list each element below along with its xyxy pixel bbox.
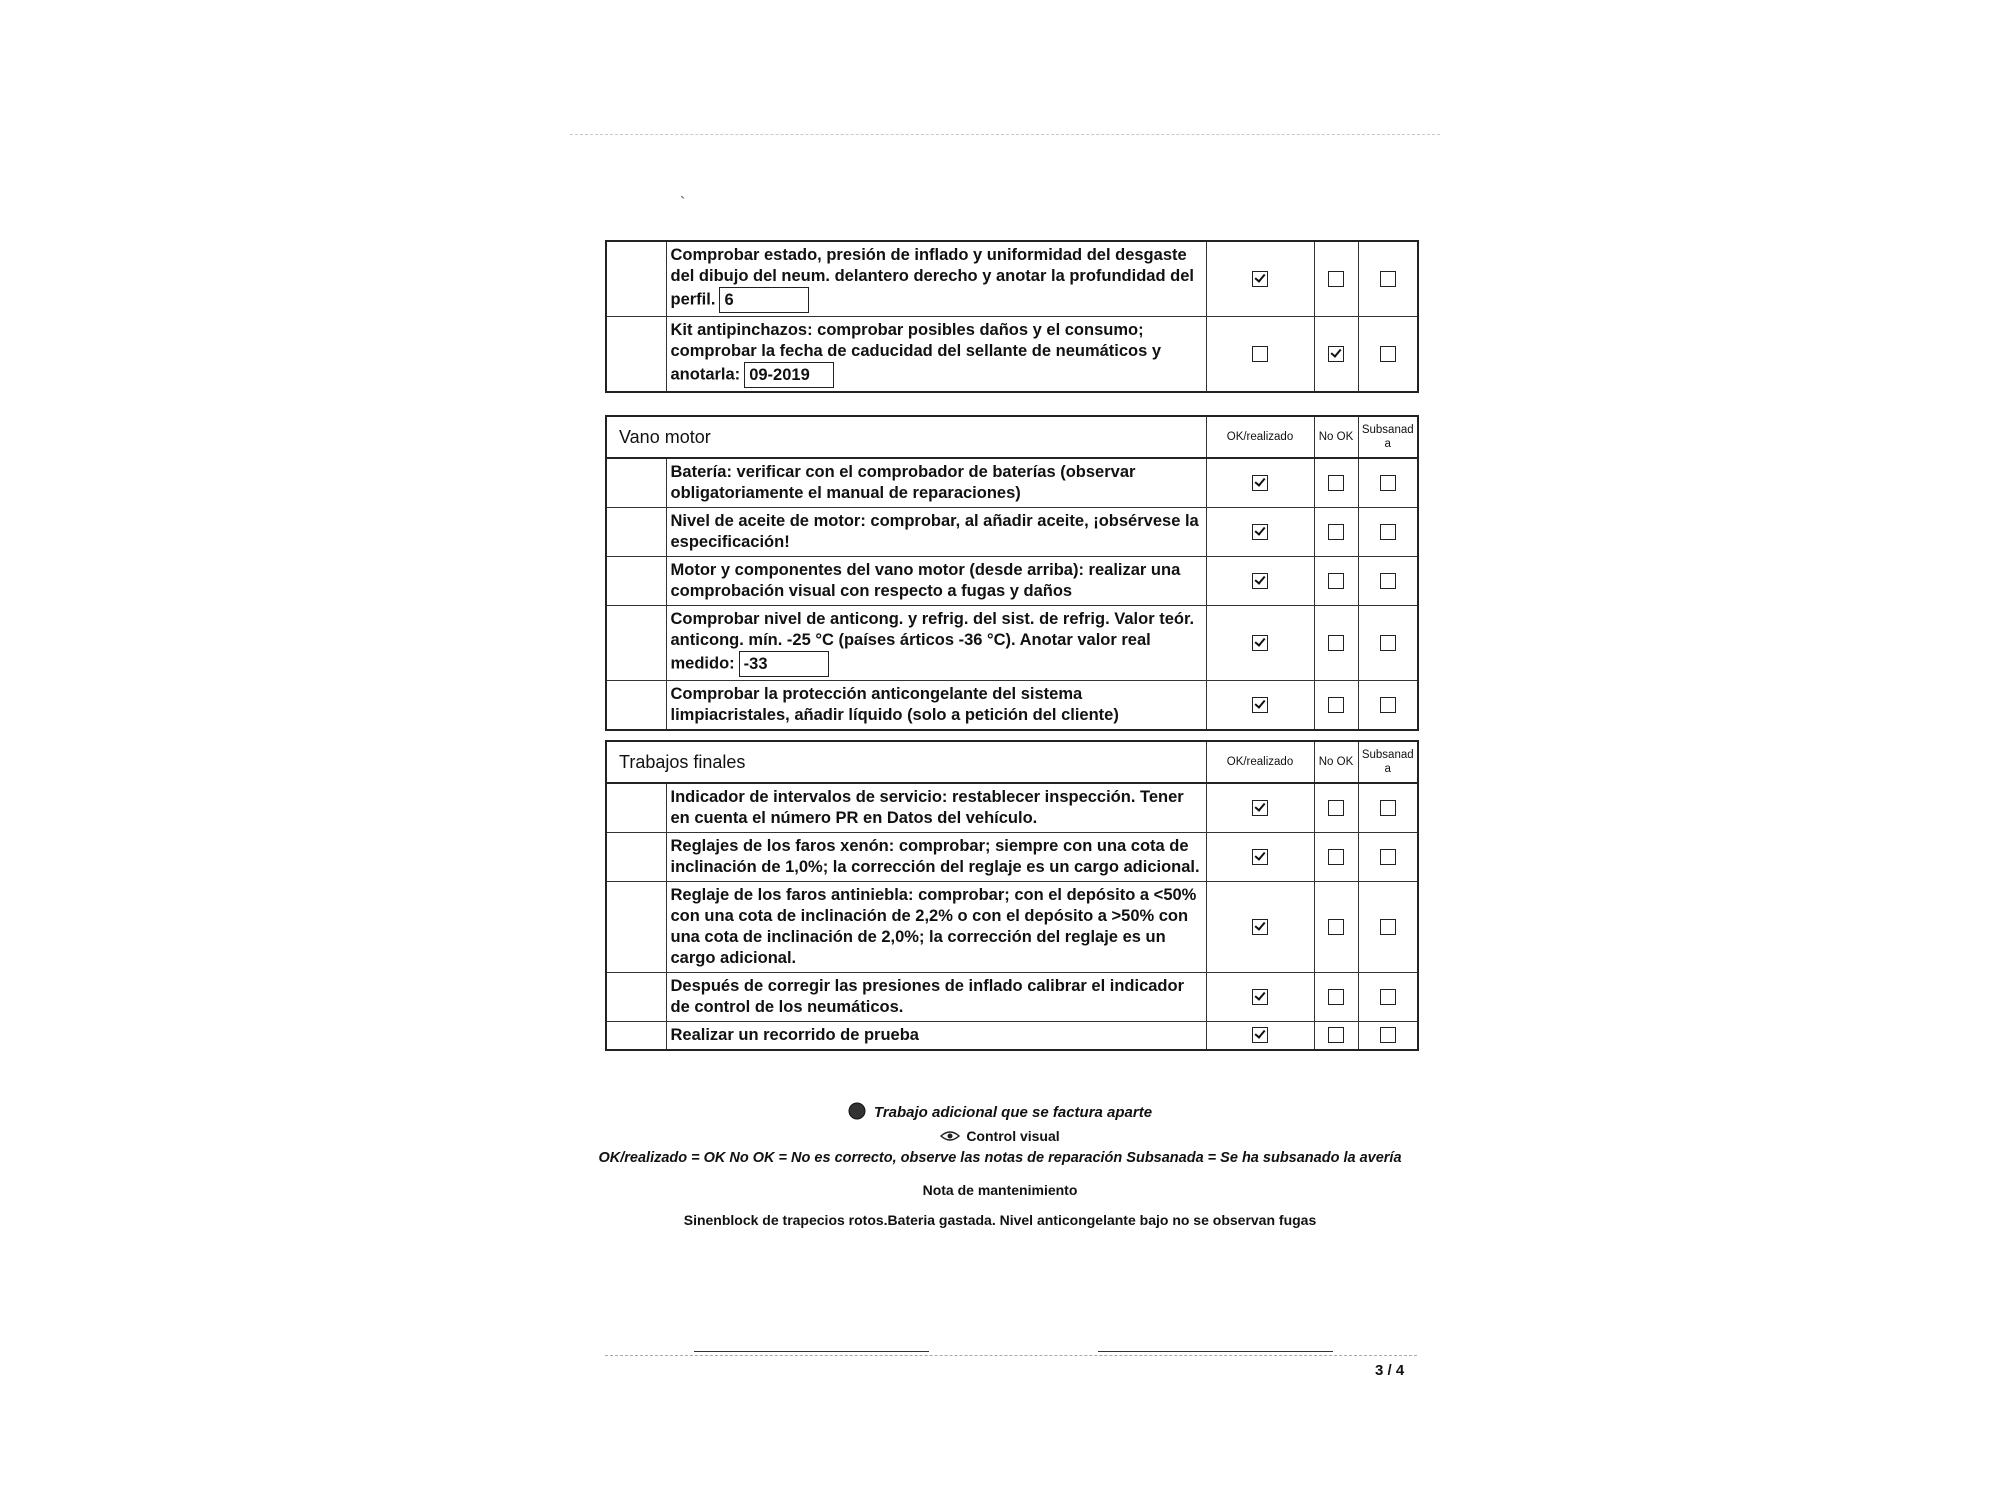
sub-cell	[1358, 833, 1418, 882]
not-ok-checkbox[interactable]	[1328, 1027, 1344, 1043]
not-ok-checkbox[interactable]	[1328, 989, 1344, 1005]
ok-checkbox[interactable]	[1252, 1027, 1268, 1043]
table-row	[606, 973, 1418, 1022]
ok-checkbox[interactable]	[1252, 346, 1268, 362]
sub-cell	[1358, 458, 1418, 508]
not-ok-checkbox[interactable]	[1328, 271, 1344, 287]
subsanada-checkbox[interactable]	[1380, 800, 1396, 816]
signature-line-left	[694, 1351, 929, 1352]
row-description	[666, 241, 1206, 317]
sub-cell	[1358, 973, 1418, 1022]
value-field[interactable]: 6	[719, 287, 809, 313]
ok-checkbox[interactable]	[1252, 271, 1268, 287]
sub-cell	[1358, 606, 1418, 681]
table-row	[606, 508, 1418, 557]
row-description	[666, 833, 1206, 882]
subsanada-checkbox[interactable]	[1380, 635, 1396, 651]
row-text: Motor y componentes del vano motor (desde arriba): realizar una comprobación visual con respecto a fugas y daños	[670, 561, 1181, 600]
footer-rule	[605, 1355, 1417, 1356]
legend-status-key: OK/realizado = OK No OK = No es correcto, observe las notas de reparación Subsanada = Se ha subsanado la avería	[598, 1150, 1402, 1166]
legend-extra-work	[0, 1102, 2000, 1121]
nok-cell	[1314, 833, 1358, 882]
table-row	[606, 606, 1418, 681]
not-ok-checkbox[interactable]	[1328, 697, 1344, 713]
ok-checkbox[interactable]	[1252, 919, 1268, 935]
sub-cell	[1358, 783, 1418, 833]
table-row	[606, 458, 1418, 508]
row-description	[666, 681, 1206, 731]
subsanada-checkbox[interactable]	[1380, 475, 1396, 491]
top-scan-rule	[570, 134, 1440, 135]
final-section-title: Trabajos finales	[606, 741, 1206, 783]
subsanada-checkbox[interactable]	[1380, 989, 1396, 1005]
table-row	[606, 681, 1418, 731]
table-row	[606, 241, 1418, 317]
sub-cell	[1358, 508, 1418, 557]
not-ok-checkbox[interactable]	[1328, 475, 1344, 491]
ok-checkbox[interactable]	[1252, 697, 1268, 713]
ok-cell	[1206, 1022, 1314, 1051]
ok-cell	[1206, 783, 1314, 833]
ok-cell	[1206, 681, 1314, 731]
filled-circle-icon	[848, 1102, 866, 1120]
row-text: Realizar un recorrido de prueba	[670, 1026, 919, 1044]
value-field[interactable]: -33	[739, 651, 829, 677]
row-text: Kit antipinchazos: comprobar posibles daños y el consumo; comprobar la fecha de caducidad del sellante de neumáticos y anotarla:	[670, 321, 1162, 384]
eye-icon	[940, 1129, 960, 1143]
ok-cell	[1206, 973, 1314, 1022]
ok-cell	[1206, 241, 1314, 317]
row-marker-cell	[606, 241, 666, 317]
sub-cell	[1358, 681, 1418, 731]
subsanada-checkbox[interactable]	[1380, 919, 1396, 935]
engine-table	[605, 415, 1419, 731]
sub-cell	[1358, 241, 1418, 317]
ok-checkbox[interactable]	[1252, 989, 1268, 1005]
ok-cell	[1206, 833, 1314, 882]
row-marker-cell	[606, 681, 666, 731]
col-head-ok: OK/realizado	[1206, 741, 1314, 783]
signature-line-right	[1098, 1351, 1333, 1352]
ok-cell	[1206, 557, 1314, 606]
not-ok-checkbox[interactable]	[1328, 524, 1344, 540]
ok-cell	[1206, 882, 1314, 973]
not-ok-checkbox[interactable]	[1328, 800, 1344, 816]
row-description	[666, 973, 1206, 1022]
final-work-table	[605, 740, 1419, 1051]
tires-table	[605, 240, 1419, 393]
ok-checkbox[interactable]	[1252, 849, 1268, 865]
row-description	[666, 1022, 1206, 1051]
legend-visual-check-text: Control visual	[966, 1128, 1060, 1144]
ok-checkbox[interactable]	[1252, 524, 1268, 540]
row-marker-cell	[606, 458, 666, 508]
col-head-sub: Subsanad a	[1358, 741, 1418, 783]
nok-cell	[1314, 241, 1358, 317]
page-number: 3 / 4	[1375, 1362, 1405, 1379]
row-description	[666, 508, 1206, 557]
nok-cell	[1314, 973, 1358, 1022]
ok-checkbox[interactable]	[1252, 573, 1268, 589]
subsanada-checkbox[interactable]	[1380, 346, 1396, 362]
row-text: Comprobar nivel de anticong. y refrig. del sist. de refrig. Valor teór. anticong. mín. -25 °C (países árticos -36 °C). Anotar valor real medido:	[670, 610, 1195, 673]
nok-cell	[1314, 1022, 1358, 1051]
subsanada-checkbox[interactable]	[1380, 524, 1396, 540]
nok-cell	[1314, 882, 1358, 973]
subsanada-checkbox[interactable]	[1380, 271, 1396, 287]
row-marker-cell	[606, 508, 666, 557]
legend-extra-work-text: Trabajo adicional que se factura aparte	[873, 1104, 1153, 1121]
not-ok-checkbox[interactable]	[1328, 919, 1344, 935]
row-description	[666, 606, 1206, 681]
table-row	[606, 317, 1418, 393]
legend-visual-check	[0, 1128, 2000, 1144]
row-text: Batería: verificar con el comprobador de baterías (observar obligatoriamente el manual de reparaciones)	[670, 463, 1136, 502]
not-ok-checkbox[interactable]	[1328, 635, 1344, 651]
not-ok-checkbox[interactable]	[1328, 346, 1344, 362]
not-ok-checkbox[interactable]	[1328, 573, 1344, 589]
col-head-ok: OK/realizado	[1206, 416, 1314, 458]
row-description	[666, 783, 1206, 833]
subsanada-checkbox[interactable]	[1380, 697, 1396, 713]
row-description	[666, 882, 1206, 973]
row-marker-cell	[606, 882, 666, 973]
table-row	[606, 783, 1418, 833]
ok-cell	[1206, 458, 1314, 508]
subsanada-checkbox[interactable]	[1380, 849, 1396, 865]
sub-cell	[1358, 882, 1418, 973]
row-text: Reglajes de los faros xenón: comprobar; siempre con una cota de inclinación de 1,0%; la corrección del reglaje es un cargo adicional.	[670, 837, 1200, 876]
maintenance-note-title: Nota de mantenimiento	[922, 1182, 1078, 1198]
row-marker-cell	[606, 317, 666, 393]
maintenance-note-text: Sinenblock de trapecios rotos.Bateria gastada. Nivel anticongelante bajo no se observan fugas	[683, 1212, 1317, 1228]
ok-cell	[1206, 508, 1314, 557]
row-marker-cell	[606, 833, 666, 882]
subsanada-checkbox[interactable]	[1380, 573, 1396, 589]
nok-cell	[1314, 508, 1358, 557]
row-description	[666, 557, 1206, 606]
col-head-sub: Subsanad a	[1358, 416, 1418, 458]
row-marker-cell	[606, 973, 666, 1022]
table-row	[606, 882, 1418, 973]
row-text: Nivel de aceite de motor: comprobar, al añadir aceite, ¡obsérvese la especificación!	[670, 512, 1199, 551]
table-row	[606, 833, 1418, 882]
subsanada-checkbox[interactable]	[1380, 1027, 1396, 1043]
row-text: Comprobar estado, presión de inflado y uniformidad del desgaste del dibujo del neum. delantero derecho y anotar la profundidad del perfil.	[670, 246, 1194, 309]
engine-section-title: Vano motor	[606, 416, 1206, 458]
nok-cell	[1314, 783, 1358, 833]
ok-cell	[1206, 606, 1314, 681]
row-description	[666, 317, 1206, 393]
row-text: Reglaje de los faros antiniebla: comprobar; con el depósito a <50% con una cota de inclinación de 2,2% o con el depósito a >50% con una cota de inclinación de 2,0%; la corrección del reglaje es un cargo adicional.	[670, 886, 1197, 967]
row-marker-cell	[606, 557, 666, 606]
ok-cell	[1206, 317, 1314, 393]
row-marker-cell	[606, 1022, 666, 1051]
col-head-nok: No OK	[1314, 416, 1358, 458]
nok-cell	[1314, 317, 1358, 393]
table-row	[606, 1022, 1418, 1051]
sub-cell	[1358, 1022, 1418, 1051]
ok-checkbox[interactable]	[1252, 635, 1268, 651]
ok-checkbox[interactable]	[1252, 800, 1268, 816]
table-row	[606, 557, 1418, 606]
ok-checkbox[interactable]	[1252, 475, 1268, 491]
sub-cell	[1358, 317, 1418, 393]
nok-cell	[1314, 458, 1358, 508]
row-text: Indicador de intervalos de servicio: restablecer inspección. Tener en cuenta el número PR en Datos del vehículo.	[670, 788, 1184, 827]
nok-cell	[1314, 606, 1358, 681]
nok-cell	[1314, 681, 1358, 731]
not-ok-checkbox[interactable]	[1328, 849, 1344, 865]
col-head-nok: No OK	[1314, 741, 1358, 783]
row-text: Comprobar la protección anticongelante del sistema limpiacristales, añadir líquido (solo a petición del cliente)	[670, 685, 1119, 724]
value-field[interactable]: 09-2019	[744, 362, 834, 388]
sub-cell	[1358, 557, 1418, 606]
nok-cell	[1314, 557, 1358, 606]
row-text: Después de corregir las presiones de inflado calibrar el indicador de control de los neumáticos.	[670, 977, 1185, 1016]
row-description	[666, 458, 1206, 508]
scan-speck: `	[680, 195, 686, 212]
row-marker-cell	[606, 783, 666, 833]
row-marker-cell	[606, 606, 666, 681]
